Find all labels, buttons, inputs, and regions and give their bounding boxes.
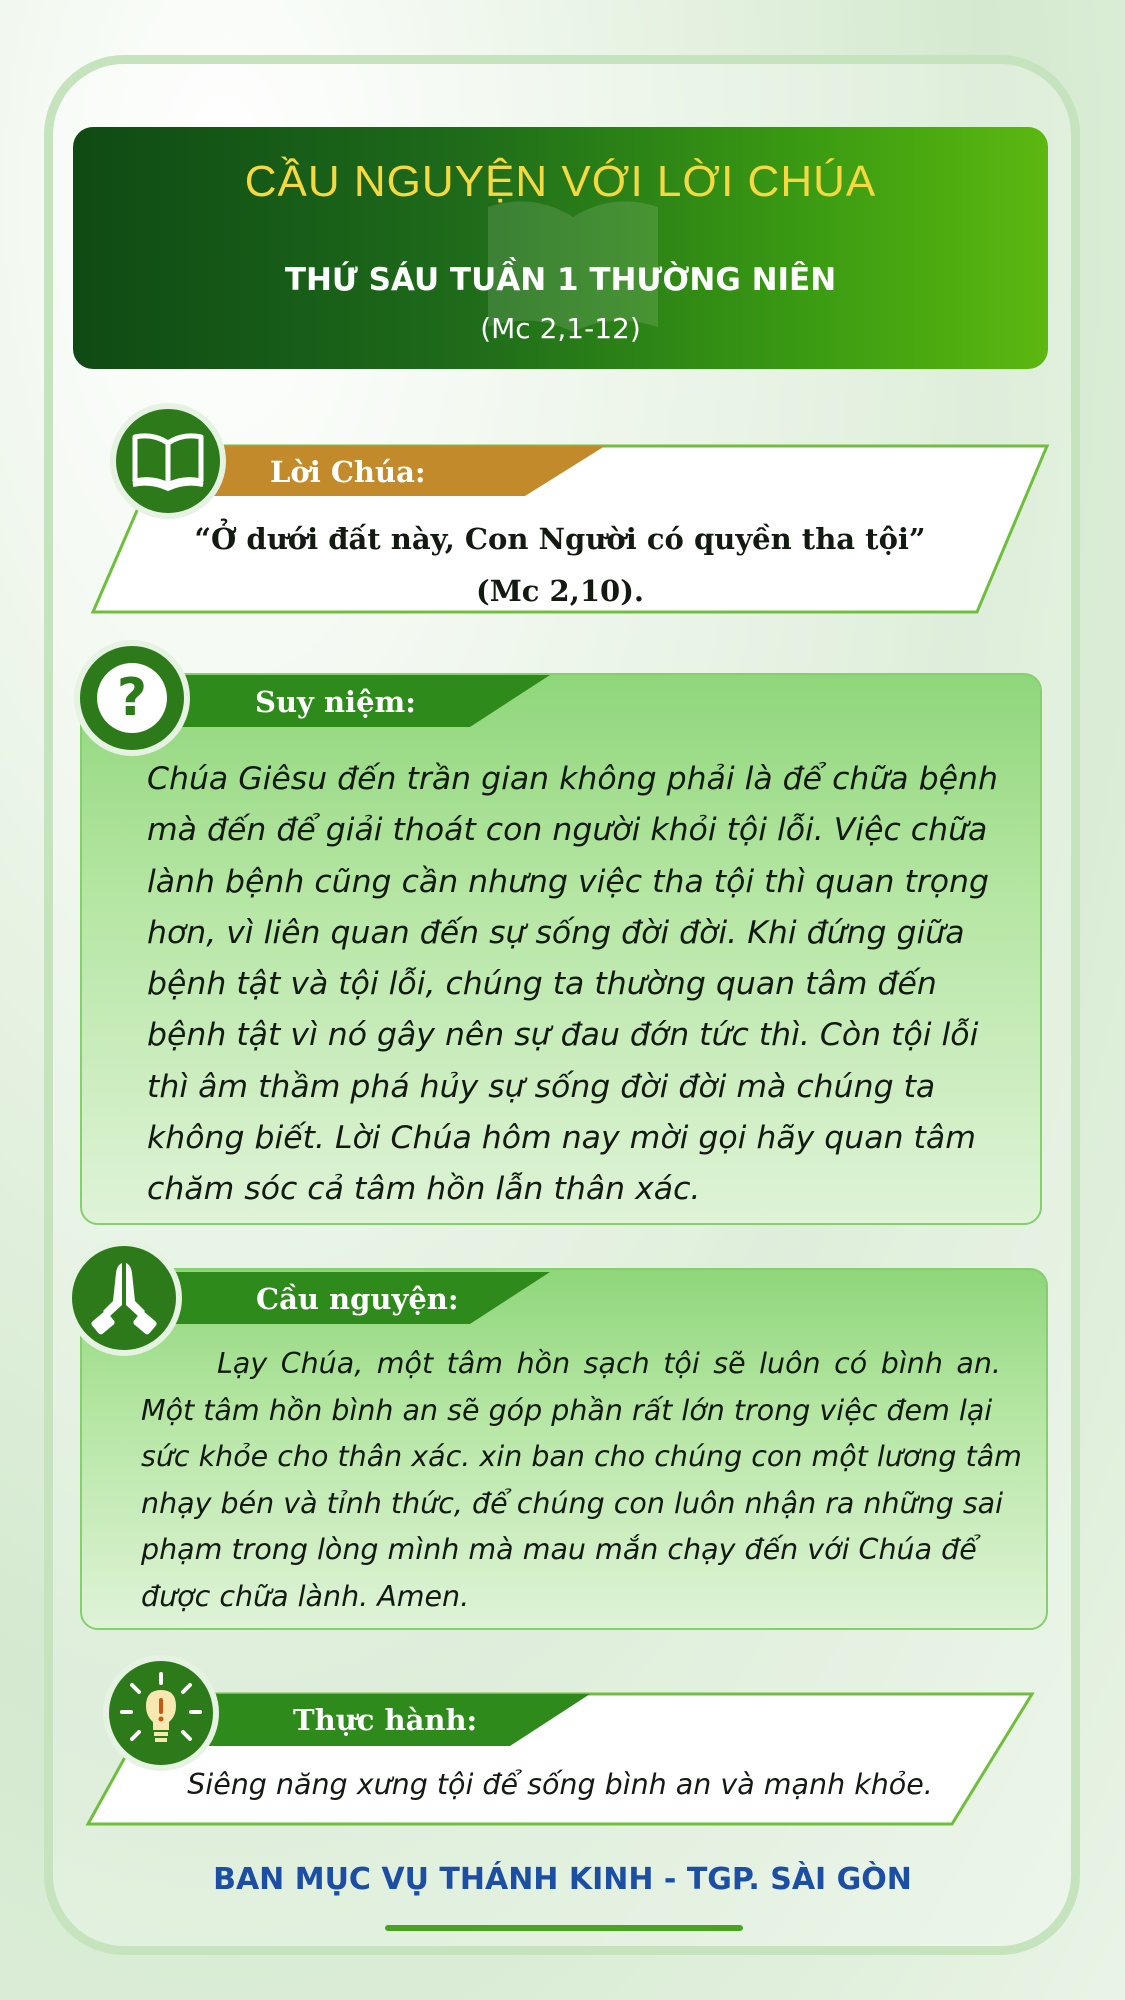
suy-niem-icon-circle [74,640,190,756]
cau-nguyen-line: Một tâm hồn bình an sẽ góp phần rất lớn trong việc đem lại [141,1393,993,1427]
cau-nguyen-body [141,1341,1022,1620]
suy-niem-line: lành bệnh cũng cần nhưng việc tha tội thì quan trọng [147,863,990,900]
thuc-hanh-text: Siêng năng xưng tội để sống bình an và mạnh khỏe. [187,1768,933,1801]
cau-nguyen-line: nhạy bén và tỉnh thức, để chúng con luôn nhận ra những sai [141,1486,1004,1520]
header-banner [73,127,1048,369]
loi-chua-icon-circle [110,403,226,519]
suy-niem-line: hơn, vì liên quan đến sự sống đời đời. Khi đứng giữa [147,914,965,951]
cau-nguyen-line: phạm trong lòng mình mà mau mắn chạy đến với Chúa để [141,1533,977,1566]
cau-nguyen-line: sức khỏe cho thân xác. xin ban cho chúng con một lương tâm [141,1440,1022,1473]
suy-niem-body [147,754,998,1216]
gospel-reference: (Mc 2,1-12) [480,312,641,345]
page-subtitle: THỨ SÁU TUẦN 1 THƯỜNG NIÊN [284,262,837,298]
loi-chua-quote: “Ở dưới đất này, Con Người có quyền tha tội” [194,522,926,556]
thuc-hanh-box [80,1690,1040,1830]
cau-nguyen-label: Cầu nguyện: [256,1282,459,1316]
loi-chua-quote-reference: (Mc 2,10). [475,574,645,608]
open-book-icon [131,431,205,491]
suy-niem-line: thì âm thầm phá hủy sự sống đời đời mà chúng ta [147,1068,936,1105]
suy-niem-line: mà đến để giải thoát con người khỏi tội lỗi. Việc chữa [147,812,988,849]
cau-nguyen-icon-circle [66,1240,182,1356]
question-mark-icon: ? [97,663,167,733]
suy-niem-label: Suy niệm: [255,685,416,719]
praying-hands-icon [89,1259,159,1337]
cau-nguyen-line: được chữa lành. Amen. [141,1579,470,1613]
suy-niem-line: bệnh tật và tội lỗi, chúng ta thường quan tâm đến [147,966,937,1003]
suy-niem-line: chăm sóc cả tâm hồn lẫn thân xác. [147,1171,701,1208]
suy-niem-line: Chúa Giêsu đến trần gian không phải là để chữa bệnh [147,761,998,797]
lightbulb-icon [120,1672,202,1754]
footer-underline [385,1925,743,1931]
cau-nguyen-line: Lạy Chúa, một tâm hồn sạch tội sẽ luôn có bình an. [217,1347,1001,1380]
thuc-hanh-icon-circle [103,1655,219,1771]
loi-chua-label: Lời Chúa: [270,455,426,489]
suy-niem-line: bệnh tật vì nó gây nên sự đau đớn tức thì. Còn tội lỗi [147,1017,979,1054]
page-title: CẦU NGUYỆN VỚI LỜI CHÚA [244,157,877,206]
suy-niem-line: không biết. Lời Chúa hôm nay mời gọi hãy quan tâm [147,1120,976,1157]
footer-organization: BAN MỤC VỤ THÁNH KINH - TGP. SÀI GÒN [213,1862,912,1897]
thuc-hanh-label: Thực hành: [293,1703,478,1737]
